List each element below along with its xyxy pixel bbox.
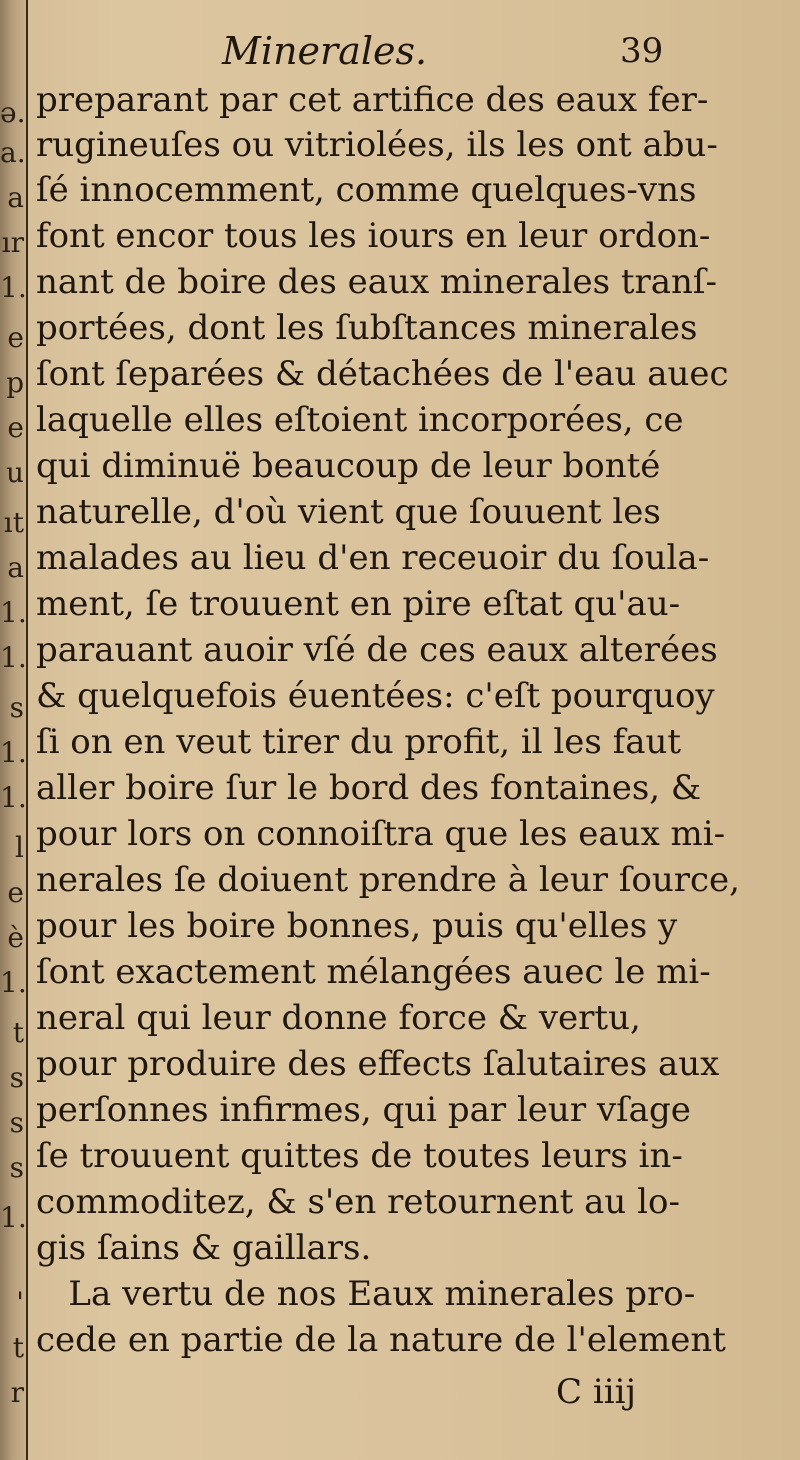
text-line: preparant par cet artifice des eaux fer- xyxy=(36,80,709,120)
gutter-fragment: a xyxy=(7,181,24,214)
text-line: rugineuſes ou vitriolées, ils les ont abu- xyxy=(36,125,718,165)
gutter-fragment: s xyxy=(9,691,24,724)
text-line: qui diminuë beaucoup de leur bonté xyxy=(36,446,661,486)
facing-page-edge xyxy=(0,0,28,1460)
gutter-fragment: a xyxy=(7,551,24,584)
gutter-fragment: s xyxy=(9,1151,24,1184)
gutter-fragment: r xyxy=(10,1376,24,1409)
gutter-fragment: ' xyxy=(16,1286,24,1319)
gutter-fragment: 1. xyxy=(0,641,27,674)
text-line: ſi on en veut tirer du profit, il les faut xyxy=(36,722,682,762)
gutter-fragment: è xyxy=(7,921,24,954)
gutter-fragment: 1. xyxy=(0,966,27,999)
text-line: pour lors on connoiſtra que les eaux mi- xyxy=(36,814,726,854)
text-line: portées, dont les ſubſtances minerales xyxy=(36,308,698,348)
text-line: commoditez, & s'en retournent au lo- xyxy=(36,1182,680,1222)
text-line: ſont exactement mélangées auec le mi- xyxy=(36,952,711,992)
text-line: ſe trouuent quittes de toutes leurs in- xyxy=(36,1136,683,1176)
gutter-fragment: ə. xyxy=(0,96,26,129)
text-line: ment, ſe trouuent en pire eſtat qu'au- xyxy=(36,584,681,624)
running-head: Minerales. xyxy=(222,29,428,73)
text-line: neral qui leur donne force & vertu, xyxy=(36,998,641,1038)
text-line: La vertu de nos Eaux minerales pro- xyxy=(36,1274,696,1314)
text-line: & quelquefois éuentées: c'eſt pourquoy xyxy=(36,676,715,716)
page-number: 39 xyxy=(620,31,664,71)
gutter-fragment: e xyxy=(7,321,24,354)
gutter-fragment: l xyxy=(15,831,24,864)
catchword-signature: C iiij xyxy=(556,1372,636,1412)
text-line: malades au lieu d'en receuoir du ſoula- xyxy=(36,538,710,578)
text-line: font encor tous les iours en leur ordon- xyxy=(36,216,711,256)
text-line: cede en partie de la nature de l'element xyxy=(36,1320,726,1360)
text-line: pour produire des effects ſalutaires aux xyxy=(36,1044,720,1084)
text-line: gis ſains & gaillars. xyxy=(36,1228,372,1268)
gutter-fragment: s xyxy=(9,1061,24,1094)
text-line: perſonnes infirmes, qui par leur vſage xyxy=(36,1090,691,1130)
gutter-fragment: 1. xyxy=(0,736,27,769)
text-line: laquelle elles eſtoient incorporées, ce xyxy=(36,400,684,440)
gutter-fragment: 1. xyxy=(0,1201,27,1234)
gutter-fragment: 1. xyxy=(0,781,27,814)
text-line: ſont ſeparées & détachées de l'eau auec xyxy=(36,354,729,394)
gutter-fragment: e xyxy=(7,876,24,909)
text-line: nant de boire des eaux minerales tranſ- xyxy=(36,262,717,302)
gutter-fragment: ıt xyxy=(3,506,24,539)
text-line: parauant auoir vſé de ces eaux alterées xyxy=(36,630,718,670)
body-text xyxy=(36,70,756,1460)
text-line: ſé innocemment, comme quelques-vns xyxy=(36,170,697,210)
text-line: nerales ſe doiuent prendre à leur ſource, xyxy=(36,860,740,900)
gutter-fragment: p xyxy=(6,366,24,399)
gutter-fragment: 1. xyxy=(0,271,27,304)
gutter-fragment: t xyxy=(12,1331,24,1364)
gutter-fragment: u xyxy=(5,456,24,489)
gutter-fragment: 1. xyxy=(0,596,27,629)
gutter-fragment: s xyxy=(9,1106,24,1139)
gutter-fragment: t xyxy=(12,1016,24,1049)
text-line: pour les boire bonnes, puis qu'elles y xyxy=(36,906,678,946)
text-line: naturelle, d'où vient que ſouuent les xyxy=(36,492,661,532)
text-line: aller boire ſur le bord des fontaines, & xyxy=(36,768,702,808)
gutter-fragment: a. xyxy=(0,136,26,169)
gutter-fragment: e xyxy=(7,411,24,444)
gutter-fragment: ır xyxy=(1,226,24,259)
